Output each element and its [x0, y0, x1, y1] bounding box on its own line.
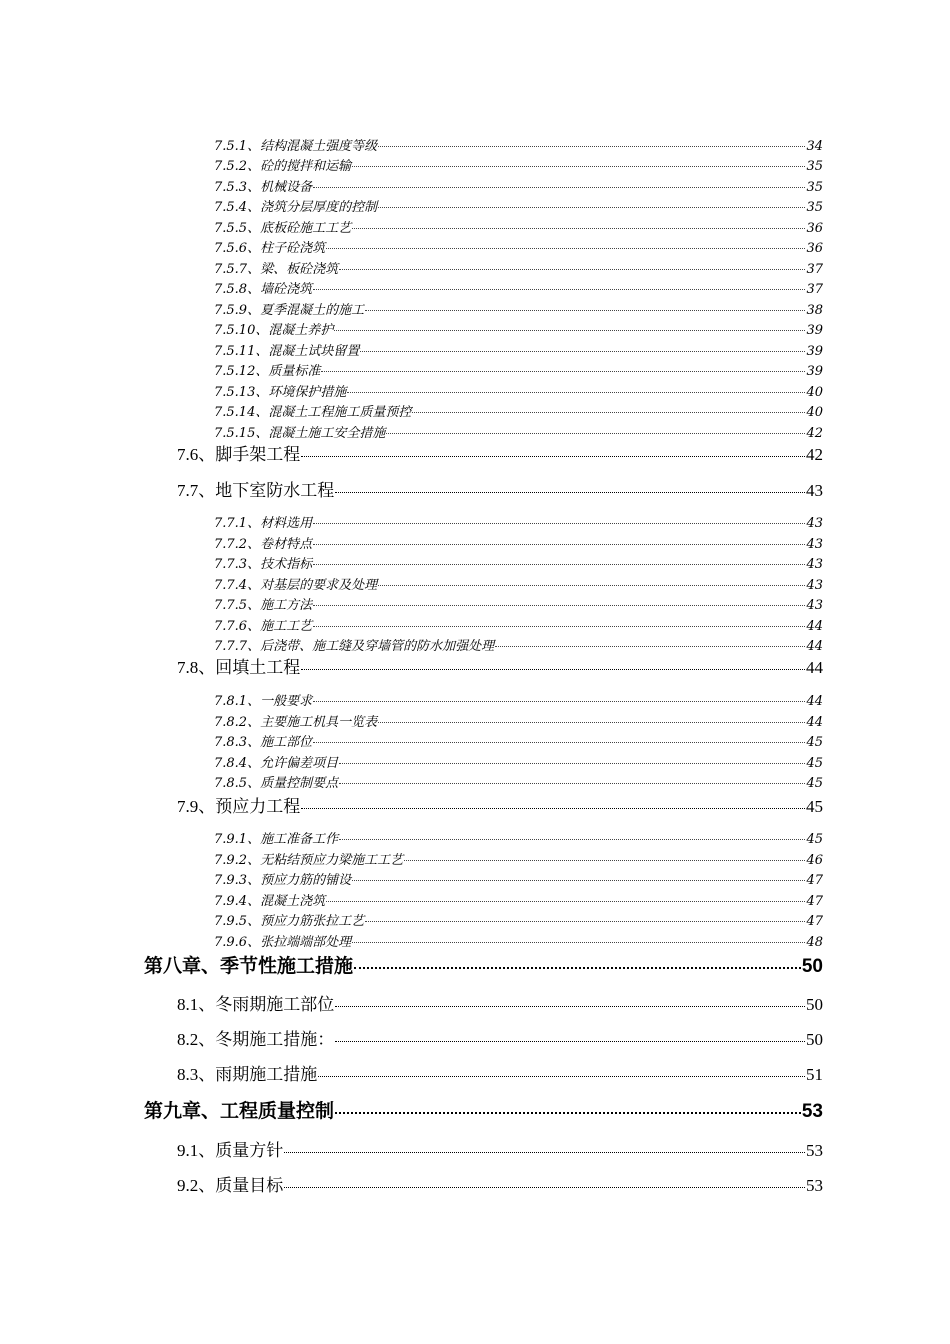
toc-entry-title: 7.7.1、材料选用 [214, 516, 313, 531]
toc-entry[interactable] [177, 795, 823, 819]
toc-leader-dots [318, 1076, 805, 1077]
toc-entry[interactable] [214, 754, 823, 774]
toc-leader-dots [352, 166, 805, 167]
toc-leader-dots [339, 763, 805, 764]
toc-leader-dots [335, 492, 805, 493]
toc-entry-page-number: 43 [806, 516, 823, 531]
toc-leader-dots [313, 187, 805, 188]
toc-entry-page-number: 44 [806, 658, 823, 677]
toc-entry[interactable] [214, 733, 823, 753]
toc-entry[interactable] [214, 617, 823, 637]
toc-entry-title: 9.2、质量目标 [177, 1176, 284, 1195]
toc-leader-dots [339, 269, 805, 270]
toc-leader-dots [378, 722, 805, 723]
toc-entry-title: 7.9、预应力工程 [177, 797, 301, 816]
toc-leader-dots [335, 1112, 801, 1114]
toc-leader-dots [360, 351, 805, 352]
toc-entry[interactable] [214, 514, 823, 534]
toc-entry-title: 7.5.11、混凝土试块留置 [214, 344, 360, 359]
toc-entry-page-number: 35 [806, 159, 823, 174]
toc-entry-title: 7.5.1、结构混凝土强度等级 [214, 139, 378, 154]
toc-entry[interactable] [177, 1174, 823, 1198]
toc-leader-dots [335, 1041, 805, 1042]
toc-entry-page-number: 44 [806, 639, 823, 654]
toc-entry-title: 7.7.5、施工方法 [214, 598, 313, 613]
toc-entry-page-number: 44 [806, 694, 823, 709]
toc-entry-page-number: 37 [806, 262, 823, 277]
toc-entry[interactable] [214, 871, 823, 891]
toc-entry-page-number: 47 [806, 873, 823, 888]
toc-entry-title: 7.7.3、技术指标 [214, 557, 313, 572]
toc-entry[interactable] [214, 403, 823, 423]
toc-entry-page-number: 35 [806, 180, 823, 195]
toc-entry[interactable] [214, 157, 823, 177]
toc-entry-title: 7.9.2、无粘结预应力梁施工工艺 [214, 853, 404, 868]
toc-entry-title: 7.6、脚手架工程 [177, 445, 301, 464]
toc-leader-dots [339, 839, 805, 840]
toc-entry-page-number: 50 [806, 995, 823, 1014]
toc-entry-page-number: 45 [806, 797, 823, 816]
toc-entry[interactable] [177, 479, 823, 503]
toc-entry[interactable] [214, 239, 823, 259]
toc-entry[interactable] [177, 1028, 823, 1052]
toc-leader-dots [386, 433, 805, 434]
toc-leader-dots [352, 942, 805, 943]
toc-leader-dots [301, 808, 805, 809]
toc-entry[interactable] [214, 535, 823, 555]
toc-leader-dots [313, 605, 805, 606]
toc-entry-page-number: 45 [806, 832, 823, 847]
toc-entry-page-number: 42 [806, 445, 823, 464]
toc-entry-title: 7.5.15、混凝土施工安全措施 [214, 426, 386, 441]
toc-entry-title: 7.8.4、允许偏差项目 [214, 756, 339, 771]
toc-entry[interactable] [214, 342, 823, 362]
toc-leader-dots [339, 783, 805, 784]
toc-entry-title: 7.5.6、柱子砼浇筑 [214, 241, 326, 256]
toc-entry[interactable] [214, 596, 823, 616]
toc-entry-title: 8.3、雨期施工措施 [177, 1065, 318, 1084]
toc-entry[interactable] [177, 1139, 823, 1163]
toc-entry-title: 7.7、地下室防水工程 [177, 481, 335, 500]
toc-entry-page-number: 45 [806, 776, 823, 791]
toc-entry-title: 7.7.4、对基层的要求及处理 [214, 578, 378, 593]
toc-entry[interactable] [214, 198, 823, 218]
toc-leader-dots [495, 646, 805, 647]
toc-entry-title: 7.5.12、质量标准 [214, 364, 321, 379]
toc-entry[interactable] [214, 830, 823, 850]
toc-entry-title: 7.5.13、环境保护措施 [214, 385, 347, 400]
toc-entry-title: 7.9.5、预应力筋张拉工艺 [214, 914, 365, 929]
toc-leader-dots [378, 146, 805, 147]
toc-entry-page-number: 50 [801, 956, 823, 977]
toc-entry-page-number: 39 [806, 364, 823, 379]
toc-entry-page-number: 45 [806, 735, 823, 750]
toc-leader-dots [313, 701, 805, 702]
toc-entry[interactable] [177, 993, 823, 1017]
toc-entry-page-number: 36 [806, 221, 823, 236]
toc-entry-title: 7.9.6、张拉端端部处理 [214, 935, 352, 950]
toc-leader-dots [301, 456, 805, 457]
toc-entry[interactable] [214, 260, 823, 280]
toc-leader-dots [313, 289, 805, 290]
toc-entry[interactable] [214, 424, 823, 444]
toc-leader-dots [412, 412, 805, 413]
toc-entry-title: 9.1、质量方针 [177, 1141, 284, 1160]
toc-leader-dots [313, 523, 805, 524]
toc-leader-dots [301, 669, 805, 670]
toc-leader-dots [352, 228, 805, 229]
toc-entry-title: 7.5.3、机械设备 [214, 180, 313, 195]
toc-leader-dots [313, 626, 805, 627]
toc-entry-page-number: 43 [806, 578, 823, 593]
toc-entry[interactable] [144, 953, 823, 981]
toc-entry-page-number: 51 [806, 1065, 823, 1084]
toc-leader-dots [365, 310, 805, 311]
toc-entry-title: 7.8.2、主要施工机具一览表 [214, 715, 378, 730]
toc-entry-title: 第九章、工程质量控制 [144, 1101, 335, 1122]
toc-entry-title: 7.5.9、夏季混凝土的施工 [214, 303, 365, 318]
toc-entry[interactable] [214, 576, 823, 596]
toc-entry-page-number: 37 [806, 282, 823, 297]
toc-entry[interactable] [214, 774, 823, 794]
toc-entry-title: 7.8.3、施工部位 [214, 735, 313, 750]
toc-leader-dots [352, 880, 805, 881]
toc-entry[interactable] [214, 912, 823, 932]
toc-entry-page-number: 39 [806, 323, 823, 338]
toc-entry-page-number: 53 [806, 1141, 823, 1160]
toc-entry[interactable] [214, 321, 823, 341]
toc-entry-page-number: 43 [806, 537, 823, 552]
toc-entry-title: 7.9.3、预应力筋的铺设 [214, 873, 352, 888]
toc-entry-page-number: 35 [806, 200, 823, 215]
toc-entry-title: 7.8.5、质量控制要点 [214, 776, 339, 791]
toc-entry[interactable] [177, 443, 823, 467]
toc-entry-page-number: 40 [806, 385, 823, 400]
toc-entry-page-number: 46 [806, 853, 823, 868]
toc-entry-title: 7.8.1、一般要求 [214, 694, 313, 709]
toc-leader-dots [284, 1187, 805, 1188]
toc-entry-page-number: 48 [806, 935, 823, 950]
toc-leader-dots [378, 585, 805, 586]
toc-entry-title: 7.7.6、施工工艺 [214, 619, 313, 634]
toc-entry[interactable] [144, 1098, 823, 1126]
toc-entry-title: 7.9.4、混凝土浇筑 [214, 894, 326, 909]
toc-entry-title: 7.5.5、底板砼施工工艺 [214, 221, 352, 236]
toc-entry[interactable] [214, 637, 823, 657]
toc-entry-title: 7.5.8、墙砼浇筑 [214, 282, 313, 297]
toc-entry[interactable] [214, 555, 823, 575]
toc-entry-title: 7.7.2、卷材特点 [214, 537, 313, 552]
toc-entry[interactable] [177, 656, 823, 680]
toc-entry-page-number: 47 [806, 894, 823, 909]
toc-entry-page-number: 36 [806, 241, 823, 256]
toc-entry-title: 7.8、回填土工程 [177, 658, 301, 677]
toc-entry-page-number: 39 [806, 344, 823, 359]
toc-entry-title: 7.7.7、后浇带、施工缝及穿墙管的防水加强处理 [214, 639, 495, 654]
toc-entry-page-number: 53 [801, 1101, 823, 1122]
toc-leader-dots [335, 1006, 805, 1007]
toc-entry-page-number: 43 [806, 598, 823, 613]
toc-entry-page-number: 43 [806, 481, 823, 500]
toc-entry-page-number: 44 [806, 619, 823, 634]
toc-entry-title: 7.5.4、浇筑分层厚度的控制 [214, 200, 378, 215]
toc-entry[interactable] [177, 1063, 823, 1087]
toc-entry-title: 第八章、季节性施工措施 [144, 956, 354, 977]
toc-entry[interactable] [214, 362, 823, 382]
toc-entry-page-number: 44 [806, 715, 823, 730]
toc-leader-dots [313, 544, 805, 545]
toc-entry-page-number: 42 [806, 426, 823, 441]
toc-entry-title: 7.5.7、梁、板砼浇筑 [214, 262, 339, 277]
toc-leader-dots [334, 330, 805, 331]
toc-leader-dots [354, 967, 801, 969]
toc-entry-page-number: 43 [806, 557, 823, 572]
toc-entry[interactable] [214, 933, 823, 953]
toc-entry[interactable] [214, 713, 823, 733]
toc-leader-dots [313, 564, 805, 565]
toc-entry-page-number: 38 [806, 303, 823, 318]
toc-entry-title: 8.2、冬期施工措施： [177, 1030, 335, 1049]
toc-leader-dots [284, 1152, 805, 1153]
toc-entry-page-number: 40 [806, 405, 823, 420]
toc-entry[interactable] [214, 137, 823, 157]
toc-leader-dots [378, 207, 805, 208]
toc-entry[interactable] [214, 851, 823, 871]
toc-leader-dots [313, 742, 805, 743]
toc-entry[interactable] [214, 692, 823, 712]
toc-entry-page-number: 53 [806, 1176, 823, 1195]
toc-entry[interactable] [214, 178, 823, 198]
toc-entry-page-number: 45 [806, 756, 823, 771]
toc-entry-page-number: 34 [806, 139, 823, 154]
toc-entry[interactable] [214, 219, 823, 239]
toc-entry-page-number: 47 [806, 914, 823, 929]
toc-entry[interactable] [214, 280, 823, 300]
toc-entry-title: 7.5.10、混凝土养护 [214, 323, 334, 338]
toc-entry-page-number: 50 [806, 1030, 823, 1049]
toc-entry-title: 7.9.1、施工准备工作 [214, 832, 339, 847]
toc-entry[interactable] [214, 892, 823, 912]
toc-entry[interactable] [214, 301, 823, 321]
toc-leader-dots [326, 248, 805, 249]
toc-entry-title: 8.1、冬雨期施工部位 [177, 995, 335, 1014]
toc-entry[interactable] [214, 383, 823, 403]
toc-leader-dots [326, 901, 805, 902]
toc-leader-dots [347, 392, 805, 393]
toc-leader-dots [404, 860, 805, 861]
toc-entry-title: 7.5.2、砼的搅拌和运输 [214, 159, 352, 174]
toc-leader-dots [365, 921, 805, 922]
toc-entry-title: 7.5.14、混凝土工程施工质量预控 [214, 405, 412, 420]
toc-leader-dots [321, 371, 805, 372]
